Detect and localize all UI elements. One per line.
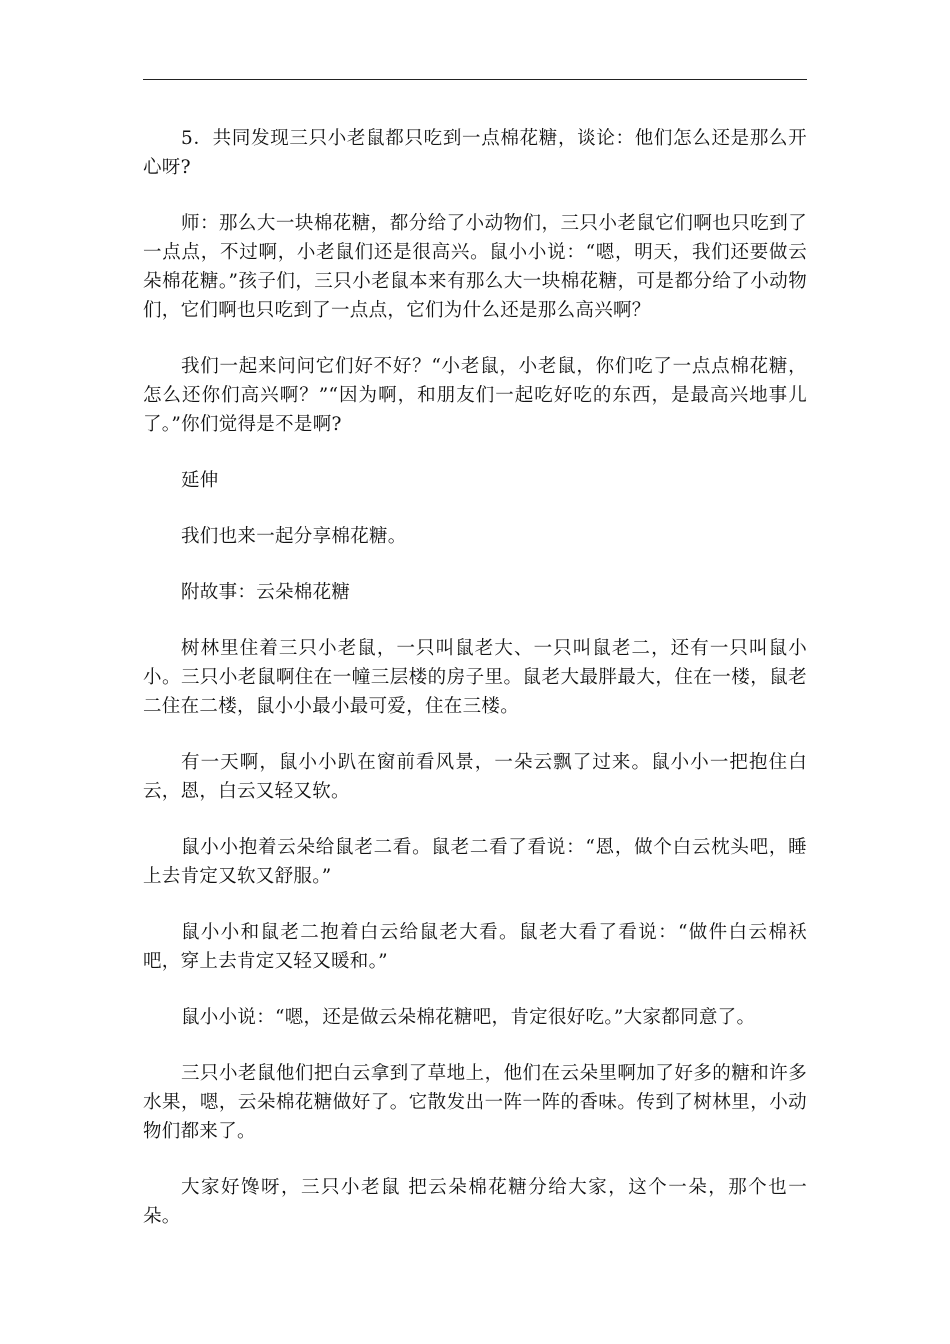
story-title: 附故事：云朵棉花糖 [181,582,351,603]
paragraph-share: 我们也来一起分享棉花糖。 [181,526,407,547]
story-paragraph-intro: 树林里住着三只小老鼠，一只叫鼠老大、一只叫鼠老二，还有一只叫鼠小小。三只小老鼠啊住在一幢三层楼的房子里。鼠老大最胖最大，住在一楼，鼠老二住在二楼，鼠小小最小最可爱，住在三楼。 [143,638,807,717]
story-paragraph-sharing: 大家好馋呀，三只小老鼠 把云朵棉花糖分给大家，这个一朵，那个也一朵。 [143,1177,807,1227]
story-paragraph-candy: 鼠小小说：“嗯，还是做云朵棉花糖吧，肯定很好吃。”大家都同意了。 [181,1007,756,1028]
story-paragraph-coat: 鼠小小和鼠老二抱着白云给鼠老大看。鼠老大看了看说：“做件白云棉袄吧，穿上去肯定又轻又暖和。” [143,922,807,972]
section-heading-extension: 延伸 [181,470,219,491]
paragraph-step-5: 5．共同发现三只小老鼠都只吃到一点棉花糖，谈论：他们怎么还是那么开心呀? [143,128,807,178]
paragraph-ask-mice: 我们一起来问问它们好不好？“小老鼠，小老鼠，你们吃了一点点棉花糖，怎么还你们高兴啊？”“因为啊，和朋友们一起吃好吃的东西，是最高兴地事儿了。”你们觉得是不是啊? [143,356,807,435]
story-paragraph-cloud: 有一天啊，鼠小小趴在窗前看风景，一朵云飘了过来。鼠小小一把抱住白云，恩，白云又轻又软。 [143,752,807,802]
story-paragraph-making: 三只小老鼠他们把白云拿到了草地上，他们在云朵里啊加了好多的糖和许多水果，嗯，云朵棉花糖做好了。它散发出一阵一阵的香味。传到了树林里，小动物们都来了。 [143,1063,807,1142]
document-body [143,124,807,1231]
story-paragraph-pillow: 鼠小小抱着云朵给鼠老二看。鼠老二看了看说：“恩，做个白云枕头吧，睡上去肯定又软又舒服。” [143,837,807,887]
header-rule [143,79,807,80]
paragraph-teacher-speech: 师：那么大一块棉花糖，都分给了小动物们，三只小老鼠它们啊也只吃到了一点点，不过啊，小老鼠们还是很高兴。鼠小小说：“嗯，明天，我们还要做云朵棉花糖。”孩子们，三只小老鼠本来有那么大一块棉花糖，可是都分给了小动物们，它们啊也只吃到了一点点，它们为什么还是那么高兴啊？ [143,213,807,321]
